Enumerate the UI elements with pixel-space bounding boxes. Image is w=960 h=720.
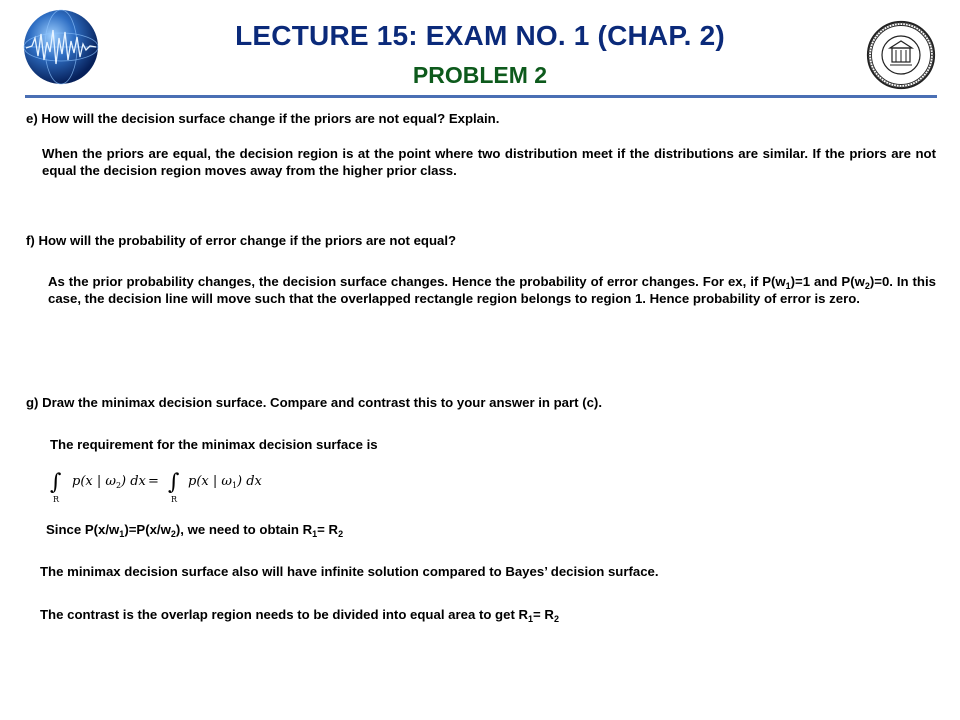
minimax-contrast-statement: The contrast is the overlap region needs to be divided into equal area to get $R_1= R_2$ — [40, 607, 559, 624]
svg-text:=: = — [148, 474, 159, 489]
answer-e — [42, 145, 936, 179]
svg-text:p(x | ω: p(x | ω — [188, 474, 232, 489]
page-subtitle: PROBLEM 2 — [412, 62, 548, 88]
svg-text:) dx: ) dx — [121, 474, 146, 489]
minimax-requirement: The requirement for the minimax decision surface is — [50, 437, 378, 452]
svg-text:R: R — [171, 495, 178, 504]
question-f: f) How will the probability of error change if the priors are not equal? — [26, 233, 457, 248]
answer-e-text: When the priors are equal, the decision region is at the point where two distribution meet if the distributions are similar. If the priors are not equal the decision region moves away from the higher prior class. — [42, 146, 936, 178]
answer-f: As the prior probability changes, the decision surface changes. Hence the probability of error changes. For ex, if $P(w_1)=1$ and $P(w_2)=0$. In this case, the decision line will move such that the overlapped rectangle region belongs to region 1. Hence probability of error is zero. — [48, 274, 936, 306]
minimax-infinite-statement: The minimax decision surface also will have infinite solution compared to Bayes’ decision surface. — [40, 564, 659, 579]
svg-text:∫: ∫ — [168, 470, 180, 495]
question-e: e) How will the decision surface change if the priors are not equal? Explain. — [26, 111, 500, 126]
minimax-since-statement: Since $P(x/w_1)=P(x/w_2)$, we need to obtain $R_1= R_2$ — [46, 522, 344, 539]
svg-text:) dx: ) dx — [237, 474, 262, 489]
svg-text:1: 1 — [232, 481, 238, 490]
minimax-integral-equation — [50, 464, 280, 504]
svg-text:∫: ∫ — [50, 470, 62, 495]
page-title: LECTURE 15: EXAM NO. 1 (CHAP. 2) — [235, 20, 725, 51]
title-divider — [25, 95, 937, 98]
svg-text:p(x | ω: p(x | ω — [72, 474, 116, 489]
svg-text:R: R — [53, 495, 60, 504]
svg-text:2: 2 — [116, 481, 122, 490]
question-g: g) Draw the minimax decision surface. Compare and contrast this to your answer in part (c). — [26, 395, 602, 410]
